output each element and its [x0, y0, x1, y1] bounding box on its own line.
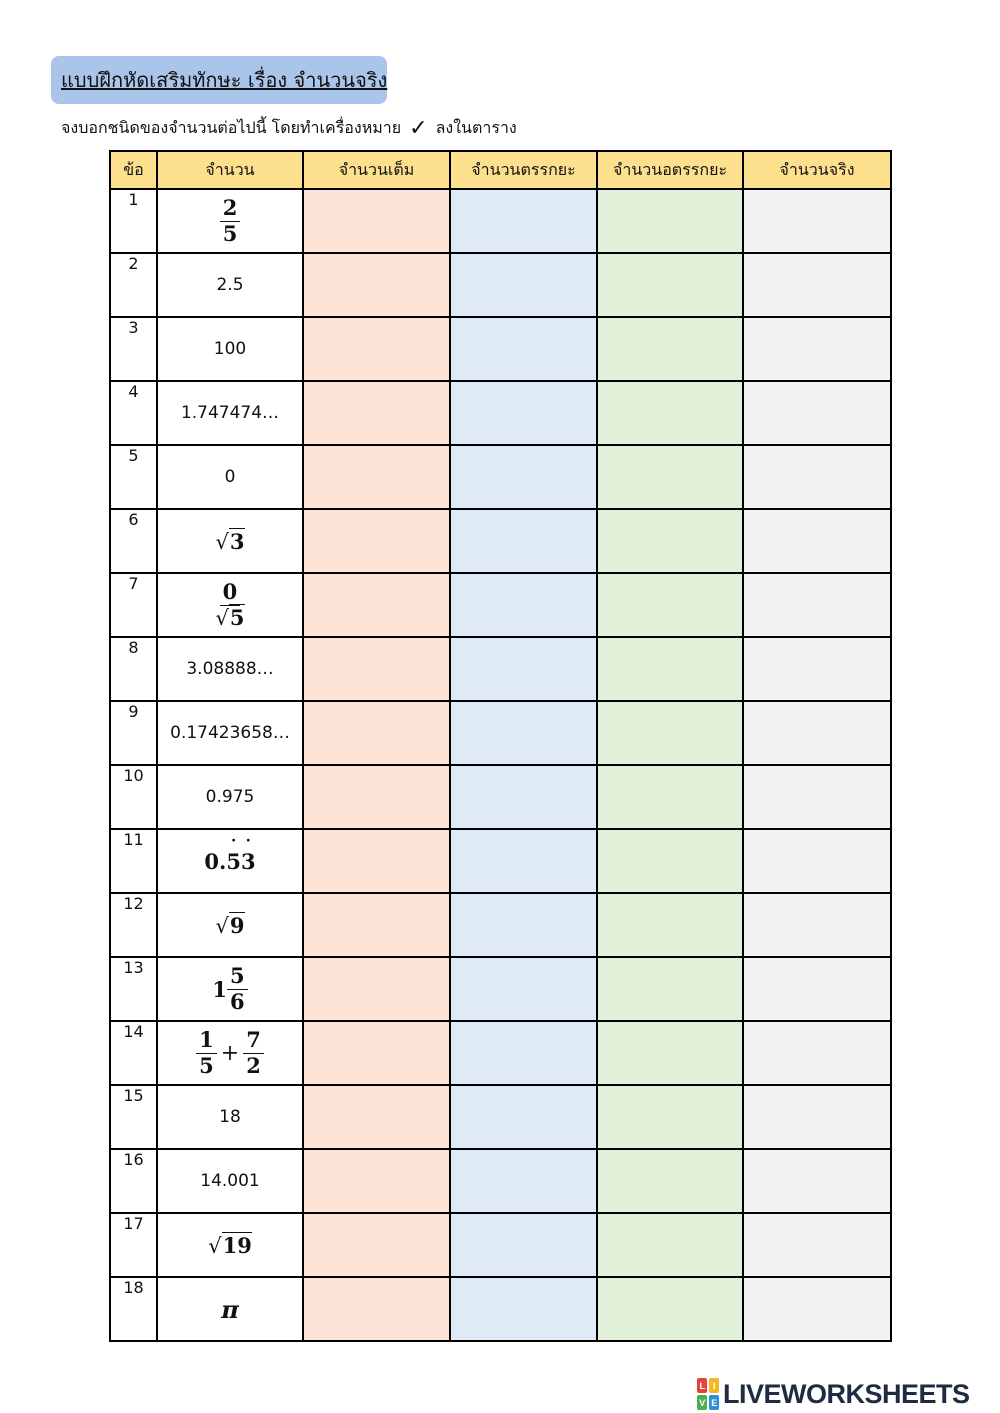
instruction-text-end: ลงในตาราง — [435, 118, 517, 137]
integer-answer-cell[interactable] — [303, 765, 450, 829]
title-box — [51, 56, 387, 104]
denominator: 2 — [246, 1052, 261, 1078]
radical-sign: √ — [215, 605, 229, 630]
number-cell: 0.975 — [157, 765, 303, 829]
row-number: 17 — [110, 1213, 157, 1277]
whole-part: 1 — [212, 976, 227, 1002]
table-row — [110, 253, 891, 317]
numerator: 7 — [243, 1029, 264, 1053]
fraction — [220, 197, 241, 244]
radicand: 3 — [229, 528, 245, 554]
table-row — [110, 1277, 891, 1341]
row-number: 13 — [110, 957, 157, 1021]
header-integer: จำนวนเต็ม — [303, 151, 450, 189]
irrational-answer-cell[interactable] — [597, 765, 743, 829]
real-answer-cell[interactable] — [743, 957, 891, 1021]
table-row — [110, 317, 891, 381]
table-row — [110, 1085, 891, 1149]
irrational-answer-cell[interactable] — [597, 381, 743, 445]
table-row — [110, 573, 891, 637]
row-number: 6 — [110, 509, 157, 573]
integer-answer-cell[interactable] — [303, 253, 450, 317]
integer-answer-cell[interactable] — [303, 637, 450, 701]
repeating-digit: ˙ 5 — [226, 849, 241, 874]
classification-table — [109, 150, 892, 1342]
repeating-decimal — [204, 849, 255, 874]
row-number: 15 — [110, 1085, 157, 1149]
watermark-text: LIVEWORKSHEETS — [723, 1378, 970, 1409]
integer-answer-cell[interactable] — [303, 1277, 450, 1341]
numerator: 1 — [196, 1029, 217, 1053]
table-row — [110, 957, 891, 1021]
number-cell — [157, 509, 303, 573]
table-row — [110, 1213, 891, 1277]
row-number: 9 — [110, 701, 157, 765]
integer-answer-cell[interactable] — [303, 445, 450, 509]
integer-answer-cell[interactable] — [303, 317, 450, 381]
table-row — [110, 1021, 891, 1085]
fraction — [227, 965, 248, 1012]
real-answer-cell[interactable] — [743, 765, 891, 829]
irrational-answer-cell[interactable] — [597, 1085, 743, 1149]
number-cell — [157, 893, 303, 957]
real-answer-cell[interactable] — [743, 1021, 891, 1085]
real-answer-cell[interactable] — [743, 445, 891, 509]
rational-answer-cell[interactable] — [450, 509, 597, 573]
number-cell: 18 — [157, 1085, 303, 1149]
rational-answer-cell[interactable] — [450, 253, 597, 317]
rational-answer-cell[interactable] — [450, 1277, 597, 1341]
rational-answer-cell[interactable] — [450, 1021, 597, 1085]
number-cell — [157, 957, 303, 1021]
number-cell — [157, 573, 303, 637]
table-row — [110, 893, 891, 957]
table-row — [110, 829, 891, 893]
square-root — [215, 913, 244, 938]
real-answer-cell[interactable] — [743, 1213, 891, 1277]
real-answer-cell[interactable] — [743, 829, 891, 893]
number-cell: 100 — [157, 317, 303, 381]
rational-answer-cell[interactable] — [450, 1213, 597, 1277]
denominator: 6 — [230, 988, 245, 1014]
integer-answer-cell[interactable] — [303, 957, 450, 1021]
fraction — [212, 581, 247, 628]
real-answer-cell[interactable] — [743, 573, 891, 637]
number-cell: 2.5 — [157, 253, 303, 317]
integer-answer-cell[interactable] — [303, 893, 450, 957]
irrational-answer-cell[interactable] — [597, 893, 743, 957]
real-answer-cell[interactable] — [743, 1085, 891, 1149]
table-row — [110, 189, 891, 253]
row-number: 11 — [110, 829, 157, 893]
radical-sign: √ — [215, 529, 229, 554]
decimal-lead: 0. — [204, 848, 227, 874]
row-number: 14 — [110, 1021, 157, 1085]
liveworksheets-watermark — [697, 1378, 970, 1410]
irrational-answer-cell[interactable] — [597, 509, 743, 573]
plus-sign: + — [220, 1040, 240, 1066]
integer-answer-cell[interactable] — [303, 573, 450, 637]
denominator: 5 — [199, 1052, 214, 1078]
table-row — [110, 381, 891, 445]
square-root — [215, 529, 244, 554]
integer-answer-cell[interactable] — [303, 1213, 450, 1277]
pi-symbol: π — [221, 1294, 239, 1324]
instruction — [61, 116, 517, 141]
integer-answer-cell[interactable] — [303, 1021, 450, 1085]
real-answer-cell[interactable] — [743, 1149, 891, 1213]
rational-answer-cell[interactable] — [450, 765, 597, 829]
row-number: 8 — [110, 637, 157, 701]
header-irrational: จำนวนอตรรกยะ — [597, 151, 743, 189]
mixed-number — [212, 965, 247, 1012]
irrational-answer-cell[interactable] — [597, 573, 743, 637]
irrational-answer-cell[interactable] — [597, 957, 743, 1021]
number-cell: 0 — [157, 445, 303, 509]
numerator: 2 — [220, 197, 241, 221]
integer-answer-cell[interactable] — [303, 509, 450, 573]
radicand: 9 — [229, 912, 245, 938]
rational-answer-cell[interactable] — [450, 829, 597, 893]
table-row — [110, 765, 891, 829]
real-answer-cell[interactable] — [743, 637, 891, 701]
table-header-row — [110, 151, 891, 189]
row-number: 7 — [110, 573, 157, 637]
row-number: 10 — [110, 765, 157, 829]
number-cell — [157, 829, 303, 893]
real-answer-cell[interactable] — [743, 893, 891, 957]
table-row — [110, 509, 891, 573]
irrational-answer-cell[interactable] — [597, 701, 743, 765]
real-answer-cell[interactable] — [743, 381, 891, 445]
rational-answer-cell[interactable] — [450, 189, 597, 253]
numerator: 5 — [227, 965, 248, 989]
integer-answer-cell[interactable] — [303, 381, 450, 445]
logo-letter: L — [697, 1378, 707, 1393]
radical-sign: √ — [208, 1233, 222, 1258]
repeating-digit: ˙ 3 — [241, 849, 256, 874]
table-row — [110, 1149, 891, 1213]
integer-answer-cell[interactable] — [303, 1085, 450, 1149]
rational-answer-cell[interactable] — [450, 381, 597, 445]
number-cell: 0.17423658… — [157, 701, 303, 765]
real-answer-cell[interactable] — [743, 509, 891, 573]
irrational-answer-cell[interactable] — [597, 1149, 743, 1213]
row-number: 2 — [110, 253, 157, 317]
row-number: 16 — [110, 1149, 157, 1213]
header-no: ข้อ — [110, 151, 157, 189]
row-number: 18 — [110, 1277, 157, 1341]
table-row — [110, 445, 891, 509]
rational-answer-cell[interactable] — [450, 701, 597, 765]
numerator: 0 — [220, 581, 241, 605]
integer-answer-cell[interactable] — [303, 829, 450, 893]
irrational-answer-cell[interactable] — [597, 637, 743, 701]
liveworksheets-logo-icon — [697, 1378, 719, 1410]
header-real: จำนวนจริง — [743, 151, 891, 189]
irrational-answer-cell[interactable] — [597, 253, 743, 317]
number-cell: 1.747474… — [157, 381, 303, 445]
header-rational: จำนวนตรรกยะ — [450, 151, 597, 189]
logo-letter: I — [709, 1378, 719, 1393]
integer-answer-cell[interactable] — [303, 701, 450, 765]
real-answer-cell[interactable] — [743, 701, 891, 765]
real-answer-cell[interactable] — [743, 189, 891, 253]
rational-answer-cell[interactable] — [450, 637, 597, 701]
header-number: จำนวน — [157, 151, 303, 189]
irrational-answer-cell[interactable] — [597, 317, 743, 381]
denominator: 5 — [222, 220, 238, 246]
real-answer-cell[interactable] — [743, 317, 891, 381]
denominator — [212, 606, 247, 629]
instruction-text: จงบอกชนิดของจำนวนต่อไปนี้ โดยทำเครื่องหมาย — [61, 118, 402, 137]
irrational-answer-cell[interactable] — [597, 189, 743, 253]
number-cell: 14.001 — [157, 1149, 303, 1213]
rational-answer-cell[interactable] — [450, 573, 597, 637]
irrational-answer-cell[interactable] — [597, 1021, 743, 1085]
rational-answer-cell[interactable] — [450, 317, 597, 381]
irrational-answer-cell[interactable] — [597, 1213, 743, 1277]
row-number: 12 — [110, 893, 157, 957]
table-row — [110, 637, 891, 701]
table-row — [110, 701, 891, 765]
fraction — [196, 1029, 217, 1076]
real-answer-cell[interactable] — [743, 1277, 891, 1341]
fraction — [243, 1029, 264, 1076]
irrational-answer-cell[interactable] — [597, 445, 743, 509]
integer-answer-cell[interactable] — [303, 189, 450, 253]
fraction-sum — [196, 1029, 264, 1076]
irrational-answer-cell[interactable] — [597, 1277, 743, 1341]
row-number: 3 — [110, 317, 157, 381]
number-cell: 3.08888… — [157, 637, 303, 701]
check-mark-icon: ✓ — [409, 115, 428, 141]
rational-answer-cell[interactable] — [450, 1149, 597, 1213]
logo-letter: E — [709, 1395, 719, 1410]
rational-answer-cell[interactable] — [450, 445, 597, 509]
real-answer-cell[interactable] — [743, 253, 891, 317]
irrational-answer-cell[interactable] — [597, 829, 743, 893]
row-number: 1 — [110, 189, 157, 253]
worksheet-title: แบบฝึกหัดเสริมทักษะ เรื่อง จำนวนจริง — [61, 68, 388, 92]
logo-letter: V — [697, 1395, 707, 1410]
rational-answer-cell[interactable] — [450, 1085, 597, 1149]
number-cell — [157, 1213, 303, 1277]
radical-sign: √ — [215, 913, 229, 938]
row-number: 4 — [110, 381, 157, 445]
square-root — [208, 1233, 252, 1258]
radicand: 19 — [222, 1232, 252, 1258]
rational-answer-cell[interactable] — [450, 957, 597, 1021]
integer-answer-cell[interactable] — [303, 1149, 450, 1213]
rational-answer-cell[interactable] — [450, 893, 597, 957]
number-cell — [157, 1277, 303, 1341]
radicand: 5 — [229, 604, 245, 630]
number-cell — [157, 1021, 303, 1085]
number-cell — [157, 189, 303, 253]
row-number: 5 — [110, 445, 157, 509]
